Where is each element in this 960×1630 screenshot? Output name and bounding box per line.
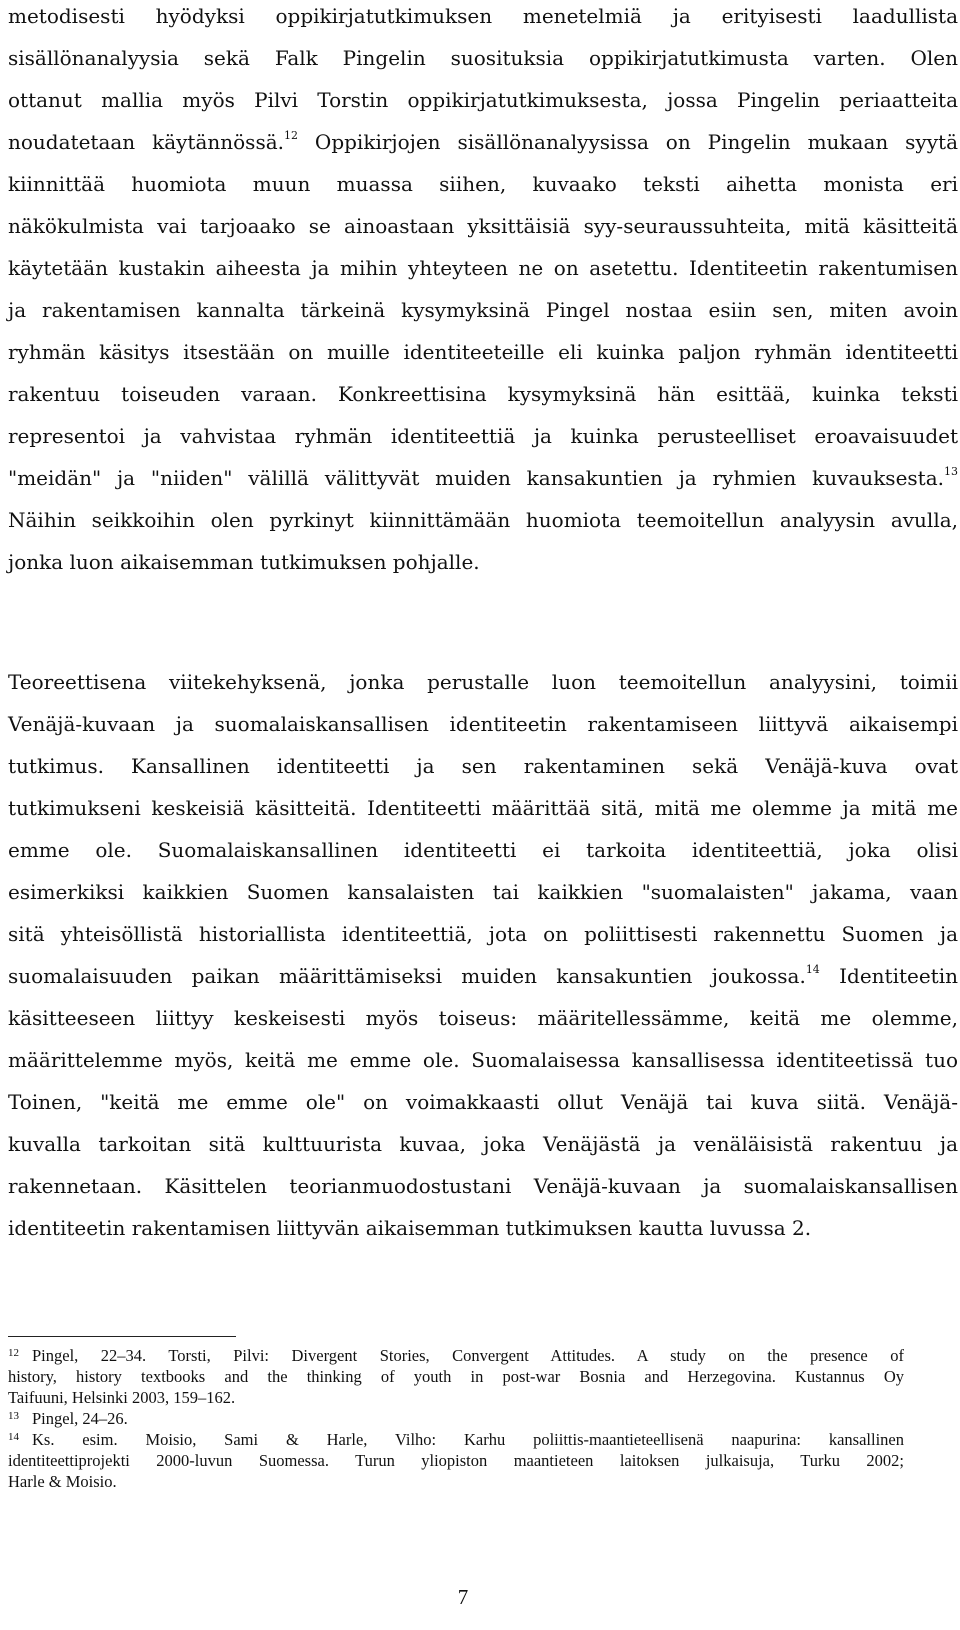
text-line: kuvalla tarkoitan sitä kulttuurista kuvaa, joka Venäjästä ja venäläisistä rakentuu ja: [8, 1132, 958, 1156]
text-line: määrittelemme myös, keitä me emme ole. Suomalaisessa kansallisessa identiteetissä tuo: [8, 1048, 958, 1072]
text-line: sitä yhteisöllistä historiallista identiteettiä, jota on poliittisesti rakennettu Suomen ja: [8, 922, 958, 946]
text-line: esimerkiksi kaikkien Suomen kansalaisten tai kaikkien "suomalaisten" jakama, vaan: [8, 880, 958, 904]
text-line: rakennetaan. Käsittelen teorianmuodostustani Venäjä-kuvaan ja suomalaiskansallisen: [8, 1174, 958, 1198]
text-segment: Oppikirjojen sisällönanalyysissa on Pingelin mukaan syytä: [314, 130, 958, 154]
text-line: käytetään kustakin aiheesta ja mihin yhteyteen ne on asetettu. Identiteetin rakentumisen: [8, 256, 958, 280]
text-line: ottanut mallia myös Pilvi Torstin oppikirjatutkimuksesta, jossa Pingelin periaatteita: [8, 88, 958, 112]
text-line: Toinen, "keitä me emme ole" on voimakkaasti ollut Venäjä tai kuva siitä. Venäjä-: [8, 1090, 958, 1114]
text-segment: "meidän" ja "niiden" välillä välittyvät muiden kansakuntien ja ryhmien kuvauksesta.: [8, 466, 944, 490]
text-line: sisällönanalyysia sekä Falk Pingelin suosituksia oppikirjatutkimusta varten. Olen: [8, 46, 958, 70]
footnote-text-line: Taifuuni, Helsinki 2003, 159–162.: [8, 1388, 236, 1407]
text-line: representoi ja vahvistaa ryhmän identiteettiä ja kuinka perusteelliset eroavaisuudet: [8, 424, 958, 448]
text-line: ryhmän käsitys itsestään on muille identiteeteille eli kuinka paljon ryhmän identiteetti: [8, 340, 958, 364]
text-line: ja rakentamisen kannalta tärkeinä kysymyksinä Pingel nostaa esiin sen, miten avoin: [8, 298, 958, 322]
footnote-separator: [8, 1336, 236, 1337]
text-line-with-footnote: [8, 462, 958, 504]
footnote-text: Pingel, 24–26.: [32, 1409, 128, 1428]
footnote-mark: 14: [8, 1431, 19, 1443]
footnote-text-line: history, history textbooks and the thinking of youth in post-war Bosnia and Herzegovina. Kustannus Oy: [8, 1367, 904, 1386]
footnote-13: [8, 1408, 904, 1429]
footnote-text-line: identiteettiprojekti 2000-luvun Suomessa. Turun yliopiston maantieteen laitoksen julkaisuja, Turku 2002;: [8, 1451, 904, 1470]
text-line: jonka luon aikaisemman tutkimuksen pohjalle.: [8, 550, 480, 574]
text-line: tutkimus. Kansallinen identiteetti ja sen rakentaminen sekä Venäjä-kuva ovat: [8, 754, 958, 778]
text-line: Näihin seikkoihin olen pyrkinyt kiinnittämään huomiota teemoitellun analyysin avulla,: [8, 508, 958, 532]
footnote-text: Ks. esim. Moisio, Sami & Harle, Vilho: Karhu poliittis-maantieteellisenä naapurina: kansallinen: [32, 1430, 904, 1449]
footnote-mark: 12: [8, 1347, 19, 1359]
text-segment: Identiteetin: [839, 964, 958, 988]
text-line: käsitteeseen liittyy keskeisesti myös toiseus: määritellessämme, keitä me olemme,: [8, 1006, 958, 1030]
paragraph-2: [8, 666, 958, 1254]
text-line: metodisesti hyödyksi oppikirjatutkimuksen menetelmiä ja erityisesti laadullista: [8, 4, 958, 28]
text-line: Venäjä-kuvaan ja suomalaiskansallisen identiteetin rakentamiseen liittyvä aikaisempi: [8, 712, 958, 736]
page-number: 7: [457, 1585, 469, 1609]
footnote-text-line: Harle & Moisio.: [8, 1472, 117, 1491]
paragraph-1: [8, 0, 958, 588]
text-line: rakentuu toiseuden varaan. Konkreettisina kysymyksinä hän esittää, kuinka teksti: [8, 382, 958, 406]
text-line-with-footnote: [8, 126, 958, 168]
text-line: näkökulmista vai tarjoaako se ainoastaan yksittäisiä syy-seuraussuhteita, mitä käsitteitä: [8, 214, 958, 238]
footnote-12: [8, 1345, 904, 1366]
footnote-mark: 13: [8, 1410, 19, 1422]
text-line: tutkimukseni keskeisiä käsitteitä. Identiteetti määrittää sitä, mitä me olemme ja mitä me: [8, 796, 958, 820]
text-line: Teoreettisena viitekehyksenä, jonka perustalle luon teemoitellun analyysini, toimii: [8, 670, 958, 694]
footnote-14: [8, 1429, 904, 1450]
text-line: kiinnittää huomiota muun muassa siihen, kuvaako teksti aihetta monista eri: [8, 172, 958, 196]
text-segment: suomalaisuuden paikan määrittämiseksi muiden kansakuntien joukossa.: [8, 964, 806, 988]
text-line: identiteetin rakentamisen liittyvän aikaisemman tutkimuksen kautta luvussa 2.: [8, 1216, 812, 1240]
footnote-reference-12: 12: [284, 129, 298, 142]
text-segment: noudatetaan käytännössä.: [8, 130, 284, 154]
footnote-text: Pingel, 22–34. Torsti, Pilvi: Divergent Stories, Convergent Attitudes. A study on the presence of: [32, 1346, 904, 1365]
text-line: emme ole. Suomalaiskansallinen identiteetti ei tarkoita identiteettiä, joka olisi: [8, 838, 958, 862]
footnote-reference-14: 14: [805, 963, 820, 976]
footnote-reference-13: 13: [944, 465, 958, 478]
text-line-with-footnote: [8, 960, 958, 1002]
footnotes: [8, 1345, 904, 1492]
